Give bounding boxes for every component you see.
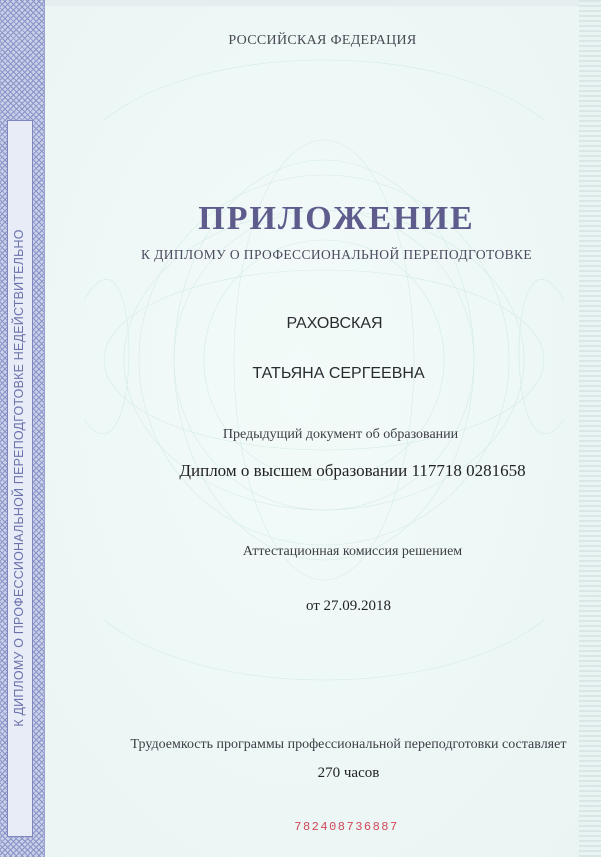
holder-given-names: ТАТЬЯНА СЕРГЕЕВНА	[252, 365, 425, 382]
country-header: РОССИЙСКАЯ ФЕДЕРАЦИЯ	[228, 33, 417, 48]
document-subtitle: К ДИПЛОМУ О ПРОФЕССИОНАЛЬНОЙ ПЕРЕПОДГОТОВКЕ	[140, 247, 533, 262]
top-edge	[44, 0, 601, 6]
workload-label: Трудоемкость программы профессиональной переподготовки составляет	[130, 737, 567, 752]
decision-date: от 27.09.2018	[305, 598, 392, 614]
document-title: ПРИЛОЖЕНИЕ	[198, 200, 475, 237]
holder-surname: РАХОВСКАЯ	[286, 315, 383, 332]
strip-text: К ДИПЛОМУ О ПРОФЕССИОНАЛЬНОЙ ПЕРЕПОДГОТОВКЕ НЕДЕЙСТВИТЕЛЬНО	[12, 229, 26, 727]
left-security-strip	[0, 0, 45, 857]
previous-document-value: Диплом о высшем образовании 117718 0281658	[179, 461, 526, 480]
commission-label: Аттестационная комиссия решением	[242, 544, 463, 559]
workload-hours: 270 часов	[317, 765, 380, 781]
previous-document-label: Предыдущий документ об образовании	[222, 427, 459, 442]
serial-number: 782408736887	[294, 820, 399, 834]
